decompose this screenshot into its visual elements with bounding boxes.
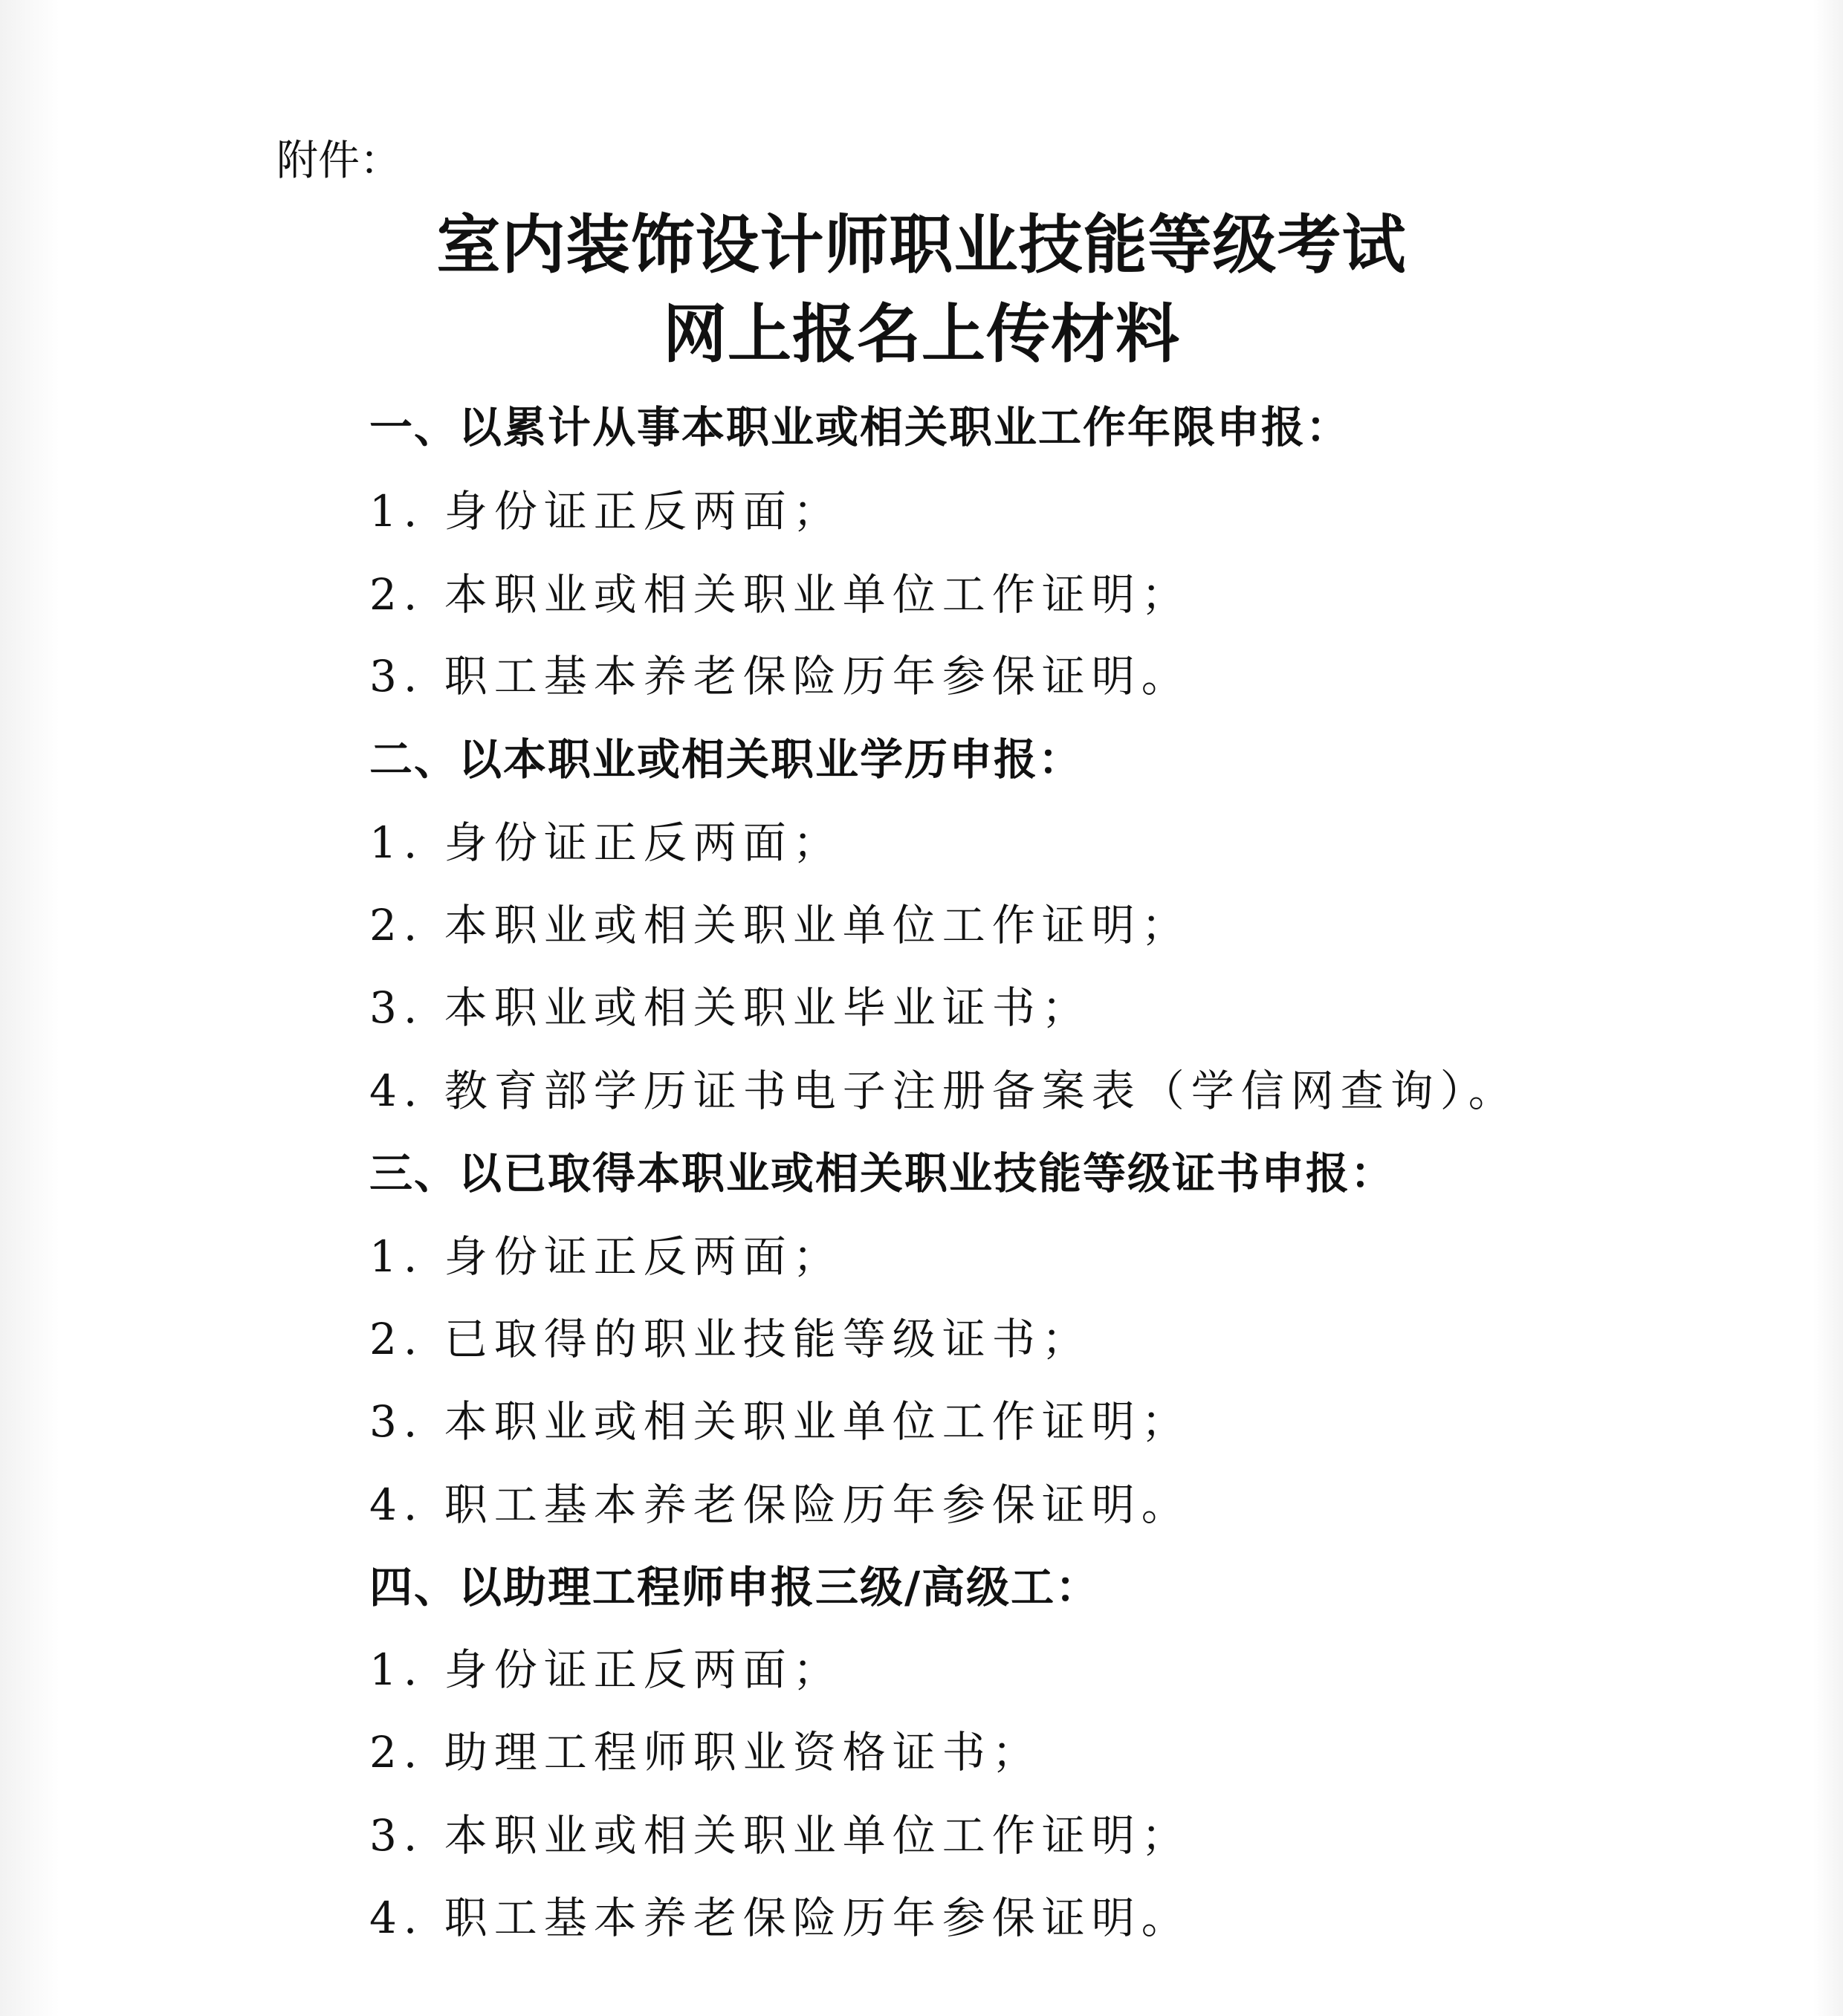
- document-title-line-2: 网上报名上传材料: [663, 297, 1180, 372]
- section-1-heading: 一、以累计从事本职业或相关职业工作年限申报：: [369, 402, 1351, 453]
- section-2-item-3: 3. 本职业或相关职业毕业证书；: [369, 982, 1092, 1033]
- section-1-item-3: 3. 职工基本养老保险历年参保证明。: [369, 651, 1191, 701]
- section-4-item-4: 4. 职工基本养老保险历年参保证明。: [369, 1893, 1191, 1943]
- section-3-item-3: 3. 本职业或相关职业单位工作证明；: [369, 1396, 1191, 1447]
- section-2-item-1: 1. 身份证正反两面；: [369, 817, 843, 868]
- section-2-item-4: 4. 教育部学历证书电子注册备案表（学信网查询）。: [369, 1066, 1518, 1116]
- section-1-item-1: 1. 身份证正反两面；: [369, 486, 843, 537]
- section-1-item-2: 2. 本职业或相关职业单位工作证明；: [369, 569, 1191, 620]
- section-3-item-2: 2. 已取得的职业技能等级证书；: [369, 1314, 1092, 1364]
- section-2-heading: 二、以本职业或相关职业学历申报：: [369, 734, 1084, 785]
- section-4-heading: 四、以助理工程师申报三级/高级工：: [369, 1562, 1101, 1613]
- section-3-item-4: 4. 职工基本养老保险历年参保证明。: [369, 1479, 1191, 1530]
- document-title-line-1: 室内装饰设计师职业技能等级考试: [436, 208, 1407, 282]
- section-4-item-1: 1. 身份证正反两面；: [369, 1644, 843, 1695]
- section-4-item-3: 3. 本职业或相关职业单位工作证明；: [369, 1810, 1191, 1861]
- section-3-heading: 三、以已取得本职业或相关职业技能等级证书申报：: [369, 1148, 1396, 1199]
- section-2-item-2: 2. 本职业或相关职业单位工作证明；: [369, 900, 1191, 950]
- attachment-label: 附件：: [276, 137, 401, 185]
- section-3-item-1: 1. 身份证正反两面；: [369, 1231, 843, 1282]
- section-4-item-2: 2. 助理工程师职业资格证书；: [369, 1727, 1042, 1777]
